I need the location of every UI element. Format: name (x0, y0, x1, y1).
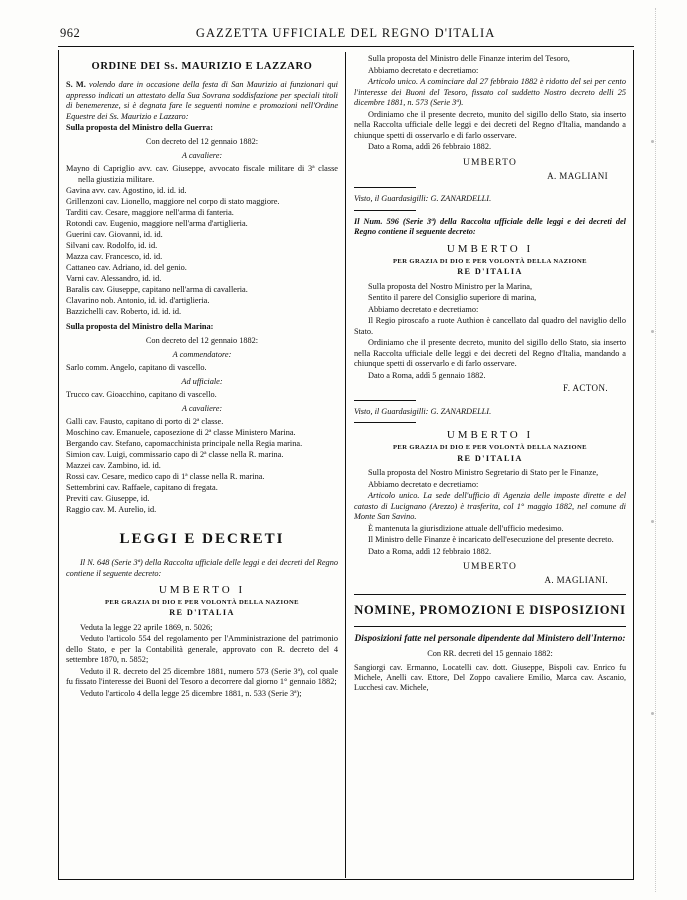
execution-note: Il Ministro delle Finanze è incaricato dell'esecuzione del presente decreto. (368, 535, 614, 545)
preamble-paragraph (66, 80, 338, 122)
visto-line-2 (354, 407, 626, 418)
article-unique-3: Articolo unico. La sede dell'ufficio di Agenzia delle imposte dirette e del catasto di Lucignano (Arezzo) è trasferita, col 1° maggio 1882, nel comune di Monte San Savino. (354, 491, 626, 522)
king-title-3: RE D'ITALIA (457, 453, 523, 463)
ordiniamo-2: Ordiniamo che il presente decreto, munito del sigillo dello Stato, sia inserto nella Raccolta ufficiale delle leggi e dei decreti del Regno d'Italia, mandando a chiunque spetti di osservarlo e di farlo osservare. (354, 338, 626, 369)
proposal-navy-heading: Sulla proposta del Ministro della Marina: (66, 322, 214, 332)
binding-holes (648, 0, 658, 900)
page-folio: 962 (60, 26, 81, 40)
short-rule (354, 400, 416, 401)
section-title-appointments: NOMINE, PROMOZIONI E DISPOSIZIONI (354, 602, 626, 617)
ufficiale-list (66, 390, 338, 401)
date-line-3: Dato a Roma, addì 12 febbraio 1882. (368, 546, 492, 556)
list-item: Gavina avv. cav. Agostino, id. id. id. (66, 185, 187, 195)
list-item: Bazzichelli cav. Roberto, id. id. id. (66, 306, 182, 316)
rank-ufficiale: Ad ufficiale: (181, 376, 223, 386)
date-line-2: Dato a Roma, addì 5 gennaio 1882. (368, 370, 486, 380)
king-name-1: UMBERTO I (158, 584, 246, 597)
list-item: Grillenzoni cav. Lionello, maggiore nel corpo di stato maggiore. (66, 196, 280, 206)
king-title-1: RE D'ITALIA (169, 608, 235, 618)
column-divider (345, 52, 346, 878)
right-column (354, 54, 626, 874)
date-line-1: Dato a Roma, addì 26 febbraio 1882. (368, 142, 492, 152)
preamble-text: volendo dare in occasione della festa di San Maurizio ai funzionari qui appresso indicati un attestato della Sua Sovrana soddisfazione per speciali titoli di benemerenze, si è degnata fare le seguenti nomine e promozioni nell'Ordine Equestre dei Ss. Maurizio e Lazzaro: (66, 80, 338, 121)
law-paragraph: Veduto l'articolo 4 della legge 25 dicembre 1881, n. 533 (Serie 3ª); (80, 689, 302, 699)
dispositions-heading-text: Disposizioni fatte nel personale dipendente dal Ministero dell'Interno: (354, 633, 626, 644)
rank-cavaliere-2: A cavaliere: (181, 403, 223, 413)
list-item: Rotondi cav. Eugenio, maggiore nell'arma d'artiglieria. (66, 218, 248, 228)
publication-title: GAZZETTA UFFICIALE DEL REGNO D'ITALIA (195, 26, 496, 40)
abbiamo-decretato-1: Abbiamo decretato e decretiamo: (368, 65, 479, 75)
list-item: Simion cav. Luigi, commissario capo di 2ª classe nella R. marina. (66, 450, 284, 460)
law-paragraph: Veduto il R. decreto del 25 dicembre 1881, numero 573 (Serie 3ª), col quale fu fissato l'interesse dei Buoni del Tesoro a decorrere dal giorno 1° gennaio 1882; (66, 666, 338, 687)
navy-appointments-list (66, 417, 338, 516)
binding-hole (651, 520, 654, 523)
king-grace-formula-2: PER GRAZIA DI DIO E PER VOLONTÀ DELLA NAZIONE (393, 257, 587, 265)
king-grace-formula-1: PER GRAZIA DI DIO E PER VOLONTÀ DELLA NAZIONE (105, 599, 299, 607)
short-rule (354, 422, 416, 423)
binding-hole (651, 330, 654, 333)
navy-proposal-2: Sulla proposta del Nostro Ministro per la Marina, (368, 281, 533, 291)
minister-signature-1: A. MAGLIANI (547, 170, 608, 181)
article-2: Il Regio piroscafo a ruote Authion è cancellato dal quadro del naviglio dello Stato. (354, 316, 626, 336)
sentito-parere: Sentito il parere del Consiglio superiore di marina, (368, 293, 537, 303)
list-item: Trucco cav. Gioacchino, capitano di vascello. (66, 390, 217, 400)
list-item: Moschino cav. Emanuele, caposezione di 2ª classe Ministero Marina. (66, 428, 296, 438)
proposal-war-heading (66, 123, 338, 134)
full-rule (354, 594, 626, 595)
list-item: Raggio cav. M. Aurelio, id. (66, 505, 157, 515)
dispositions-heading (354, 634, 626, 646)
visto-line-1 (354, 194, 626, 205)
abbiamo-decretato-2: Abbiamo decretato e decretiamo: (368, 304, 479, 314)
king-signature-1: UMBERTO (462, 157, 518, 168)
minister-signature-3: A. MAGLIANI. (544, 575, 608, 586)
law-reference-648: Il N. 648 (Serie 3ª) della Raccolta ufficiale delle leggi e dei decreti del Regno contiene il seguente decreto: (66, 558, 338, 578)
decree-date-1: Con decreto del 12 gennaio 1882: (145, 136, 259, 146)
list-item: Previti cav. Giuseppe, id. (66, 494, 150, 504)
running-head (60, 26, 637, 41)
king-grace-formula-3: PER GRAZIA DI DIO E PER VOLONTÀ DELLA NAZIONE (393, 444, 587, 452)
commendatore-list (66, 363, 338, 374)
dispositions-body: Sangiorgi cav. Ermanno, Locatelli cav. dott. Giuseppe, Bispoli cav. Enrico fu Michele, Anelli cav. Ettore, Del Zoppo cavaliere Emilio, Marca cav. Ascanio, Lucchesi cav. Michele, (354, 662, 626, 693)
list-item: Bergando cav. Stefano, capomacchinista principale nella Regia marina. (66, 439, 303, 449)
finance-proposal (354, 54, 626, 65)
list-item: Clavarino nob. Antonio, id. id. d'artiglieria. (66, 295, 210, 305)
law-paragraph: Veduto l'articolo 554 del regolamento per l'Amministrazione del patrimonio dello Stato, e per la Contabilità generale, approvato con R. decreto del 4 settembre 1870, n. 5852; (66, 634, 338, 665)
list-item: Baralis cav. Giuseppe, capitano nell'arma di cavalleria. (66, 284, 248, 294)
rank-cavaliere-1: A cavaliere: (181, 150, 223, 160)
finance-proposal-3: Sulla proposta del Nostro Ministro Segretario di Stato per le Finanze, (368, 468, 599, 478)
decree-date-2: Con decreto del 12 gennaio 1882: (145, 336, 259, 346)
list-item: Sarlo comm. Angelo, capitano di vascello. (66, 363, 207, 373)
rank-commendatore: A commendatore: (172, 349, 232, 359)
finance-proposal-text: Sulla proposta del Ministro delle Finanze interim del Tesoro, (368, 54, 570, 63)
visto-text-1: Visto, il Guardasigilli: G. ZANARDELLI. (354, 194, 492, 204)
list-item: Mayno di Capriglio avv. cav. Giuseppe, avvocato fiscale militare di 3ª classe nella giustizia militare. (66, 164, 338, 184)
preamble-lead: S. M. (66, 80, 86, 90)
list-item: Rossi cav. Cesare, medico capo di 1ª classe nella R. marina. (66, 472, 265, 482)
list-item: Mazzei cav. Zambino, id. id. (66, 461, 161, 471)
full-rule (354, 626, 626, 627)
war-appointments-list (66, 164, 338, 317)
article-unique-1: Articolo unico. A cominciare dal 27 febbraio 1882 è ridotto del sei per cento l'interesse dei Buoni del Tesoro, fissato col suddetto Nostro decreto delli 25 dicembre 1881, n. 573 (Serie 3ª). (354, 77, 626, 108)
section-title-order: ORDINE DEI Ss. MAURIZIO E LAZZARO (91, 61, 313, 72)
king-signature-3: UMBERTO (462, 562, 518, 573)
dispositions-subheading: Con RR. decreti del 15 gennaio 1882: (427, 649, 553, 659)
binding-hole (651, 140, 654, 143)
proposal-war-label: Sulla proposta del Ministro della Guerra: (66, 123, 213, 133)
list-item: Cattaneo cav. Adriano, id. del genio. (66, 262, 187, 272)
abbiamo-decretato-3: Abbiamo decretato e decretiamo: (368, 479, 479, 489)
law-paragraph: Veduta la legge 22 aprile 1869, n. 5026; (80, 622, 213, 632)
section-title-laws: LEGGI E DECRETI (119, 530, 285, 547)
short-rule (354, 210, 416, 211)
minister-signature-2: F. ACTON. (563, 383, 608, 394)
list-item: Settembrini cav. Raffaele, capitano di fregata. (66, 483, 218, 493)
king-name-3: UMBERTO I (446, 429, 534, 442)
list-item: Varni cav. Alessandro, id. id. (66, 273, 162, 283)
short-rule (354, 187, 416, 188)
list-item: Tarditi cav. Cesare, maggiore nell'arma di fanteria. (66, 207, 234, 217)
list-item: Galli cav. Fausto, capitano di porto di 2ª classe. (66, 417, 224, 427)
king-title-2: RE D'ITALIA (457, 267, 523, 277)
binding-hole (651, 712, 654, 715)
list-item: Mazza cav. Francesco, id. id. (66, 251, 163, 261)
law-reference-596: Il Num. 596 (Serie 3ª) della Raccolta ufficiale delle leggi e dei decreti del Regno contiene il seguente decreto: (354, 216, 626, 237)
list-item: Guerini cav. Giovanni, id. id. (66, 229, 163, 239)
top-rule (58, 46, 634, 47)
jurisdiction-note: È mantenuta la giurisdizione attuale dell'ufficio medesimo. (368, 523, 564, 533)
list-item: Silvani cav. Rodolfo, id. id. (66, 240, 158, 250)
ordiniamo-1: Ordiniamo che il presente decreto, munito del sigillo dello Stato, sia inserto nella Raccolta ufficiale delle leggi e dei decreti del Regno d'Italia, mandando a chiunque spetti di osservarlo e di farlo osservare. (354, 109, 626, 140)
visto-text-2: Visto, il Guardasigilli: G. ZANARDELLI. (354, 406, 492, 416)
left-column (66, 54, 338, 874)
king-name-2: UMBERTO I (446, 242, 534, 255)
